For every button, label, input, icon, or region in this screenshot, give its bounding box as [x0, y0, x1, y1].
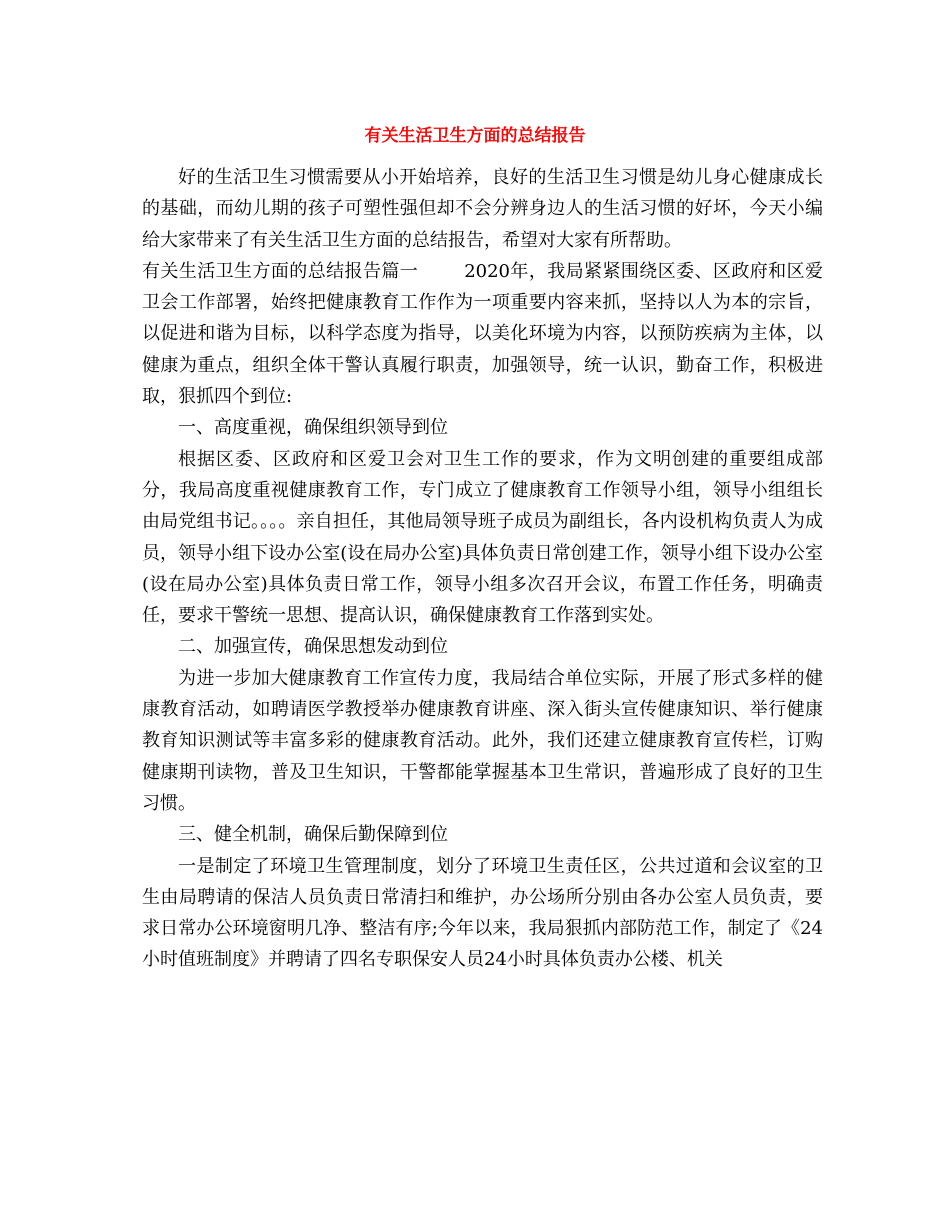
section2-heading: 二、加强宣传，确保思想发动到位	[178, 636, 448, 658]
section2-paragraph: 为进一步加大健康教育工作宣传力度，我局结合单位实际，开展了形式多样的健康教育活动，如聘请医学教授举办健康教育讲座、深入街头宣传健康知识、举行健康教育知识测试等丰富多彩的健康教育活动。此外，我们还建立健康教育宣传栏，订购健康期刊读物，普及卫生知识，干警都能掌握基本卫生常识，普遍形成了良好的卫生习惯。	[142, 667, 823, 814]
part-paragraph	[142, 256, 823, 412]
section1-paragraph: 根据区委、区政府和区爱卫会对卫生工作的要求，作为文明创建的重要组成部分，我局高度重视健康教育工作，专门成立了健康教育工作领导小组，领导小组组长由局党组书记。。。。亲自担任，其他局领导班子成员为副组长，各内设机构负责人为成员，领导小组下设办公室(设在局办公室)具体负责日常创建工作，领导小组下设办公室(设在局办公室)具体负责日常工作，领导小组多次召开会议，布置工作任务，明确责任，要求干警统一思想、提高认识，确保健康教育工作落到实处。	[142, 448, 823, 627]
section3-heading: 三、健全机制，确保后勤保障到位	[178, 824, 448, 846]
document-body	[142, 162, 823, 976]
section1-heading: 一、高度重视，确保组织领导到位	[178, 417, 448, 439]
part-heading: 有关生活卫生方面的总结报告篇一	[142, 260, 419, 282]
intro-paragraph: 好的生活卫生习惯需要从小开始培养，良好的生活卫生习惯是幼儿身心健康成长的基础，而幼儿期的孩子可塑性强但却不会分辨身边人的生活习惯的好坏，今天小编给大家带来了有关生活卫生方面的总结报告，希望对大家有所帮助。	[142, 167, 823, 251]
part-opening: 2020年，我局紧紧围绕区委、区政府和区爱卫会工作部署，始终把健康教育工作作为一项重要内容来抓，坚持以人为本的宗旨，以促进和谐为目标，以科学态度为指导，以美化环境为内容，以预防疾病为主体，以健康为重点，组织全体干警认真履行职责，加强领导，统一认识，勤奋工作，积极进取，狠抓四个到位:	[142, 260, 824, 408]
section3-paragraph: 一是制定了环境卫生管理制度，划分了环境卫生责任区，公共过道和会议室的卫生由局聘请的保洁人员负责日常清扫和维护，办公场所分别由各办公室人员负责，要求日常办公环境窗明几净、整洁有序;今年以来，我局狠抓内部防范工作，制定了《24小时值班制度》并聘请了四名专职保安人员24小时具体负责办公楼、机关	[142, 855, 823, 971]
document-title: 有关生活卫生方面的总结报告	[364, 126, 586, 146]
